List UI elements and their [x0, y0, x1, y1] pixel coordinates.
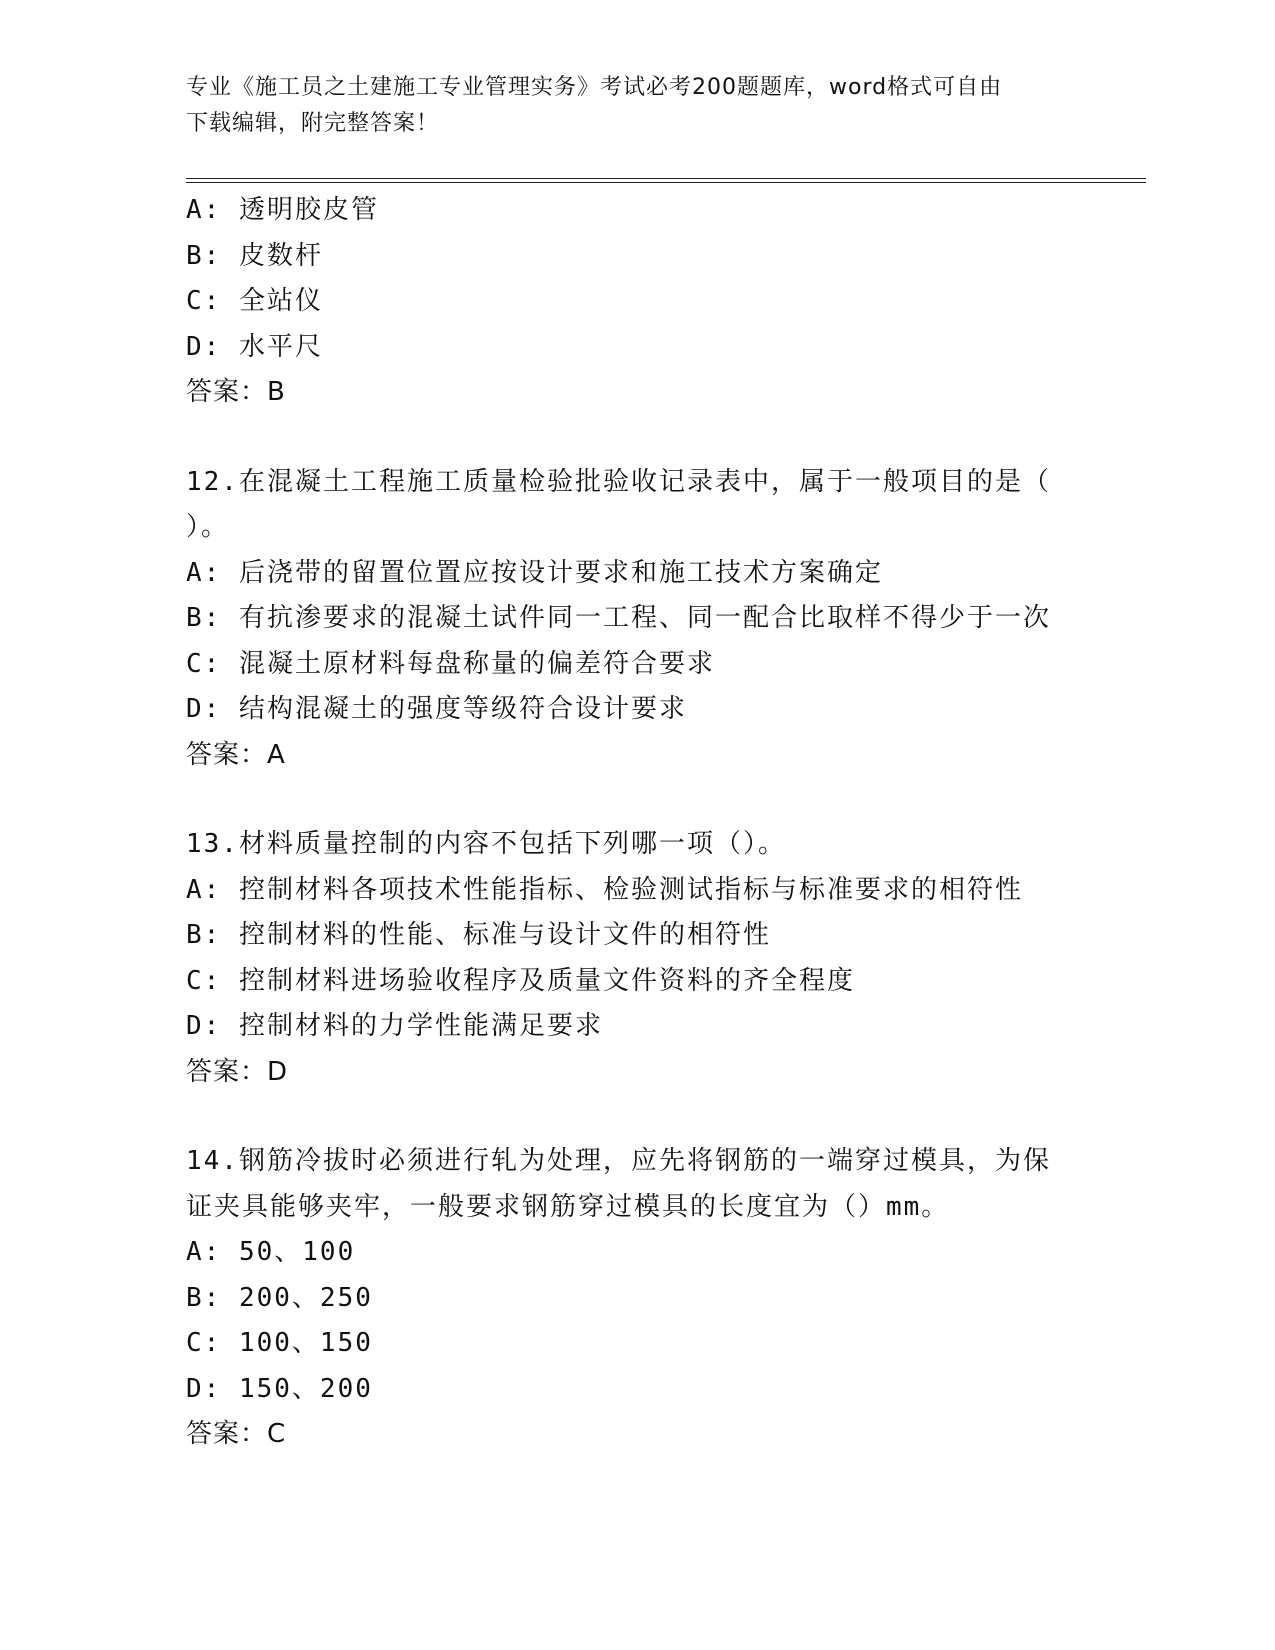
- option-c: C: 控制材料进场验收程序及质量文件资料的齐全程度: [186, 965, 855, 996]
- option-a: A: 50、100: [186, 1237, 356, 1267]
- answer: 答案：A: [186, 739, 286, 770]
- question-text-continued: ）。: [186, 512, 230, 542]
- option-b: B: 控制材料的性能、标准与设计文件的相符性: [186, 920, 771, 950]
- question-block-12: [186, 460, 1146, 779]
- option-a: A: 后浇带的留置位置应按设计要求和施工技术方案确定: [186, 557, 883, 588]
- option-d: D: 150、200: [186, 1373, 373, 1404]
- option-c: C: 混凝土原材料每盘称量的偏差符合要求: [186, 648, 715, 679]
- question-block-11: [186, 188, 1146, 416]
- option-c: C: 100、150: [186, 1328, 373, 1358]
- question-block-14: [186, 1139, 1146, 1458]
- option-b: B: 有抗渗要求的混凝土试件同一工程、同一配合比取样不得少于一次: [186, 603, 1051, 633]
- option-d: D: 水平尺: [186, 331, 323, 362]
- question-text-continued: 证夹具能够夹牢，一般要求钢筋穿过模具的长度宜为（）mm。: [186, 1191, 950, 1222]
- option-d: D: 控制材料的力学性能满足要求: [186, 1011, 603, 1041]
- answer: 答案：C: [186, 1419, 287, 1449]
- document-header: [186, 70, 1086, 142]
- answer: 答案：D: [186, 1056, 289, 1087]
- question-text: 12.在混凝土工程施工质量检验批验收记录表中，属于一般项目的是（: [186, 466, 1051, 497]
- option-b: B: 200、250: [186, 1282, 373, 1313]
- question-text: 13.材料质量控制的内容不包括下列哪一项（）。: [186, 829, 786, 859]
- header-line-1: 专业《施工员之土建施工专业管理实务》考试必考200题题库，word格式可自由: [186, 75, 1003, 100]
- answer: 答案：B: [186, 377, 286, 407]
- question-text: 14.钢筋冷拔时必须进行轧为处理，应先将钢筋的一端穿过模具，为保: [186, 1146, 1051, 1176]
- option-a: A: 透明胶皮管: [186, 195, 379, 225]
- question-list: [186, 188, 1146, 1458]
- option-c: C: 全站仪: [186, 286, 323, 316]
- question-block-13: [186, 822, 1146, 1095]
- option-b: B: 皮数杆: [186, 240, 323, 271]
- header-divider: [186, 178, 1146, 183]
- header-line-2: 下载编辑，附完整答案！: [186, 111, 440, 136]
- option-a: A: 控制材料各项技术性能指标、检验测试指标与标准要求的相符性: [186, 874, 1023, 905]
- option-d: D: 结构混凝土的强度等级符合设计要求: [186, 694, 687, 724]
